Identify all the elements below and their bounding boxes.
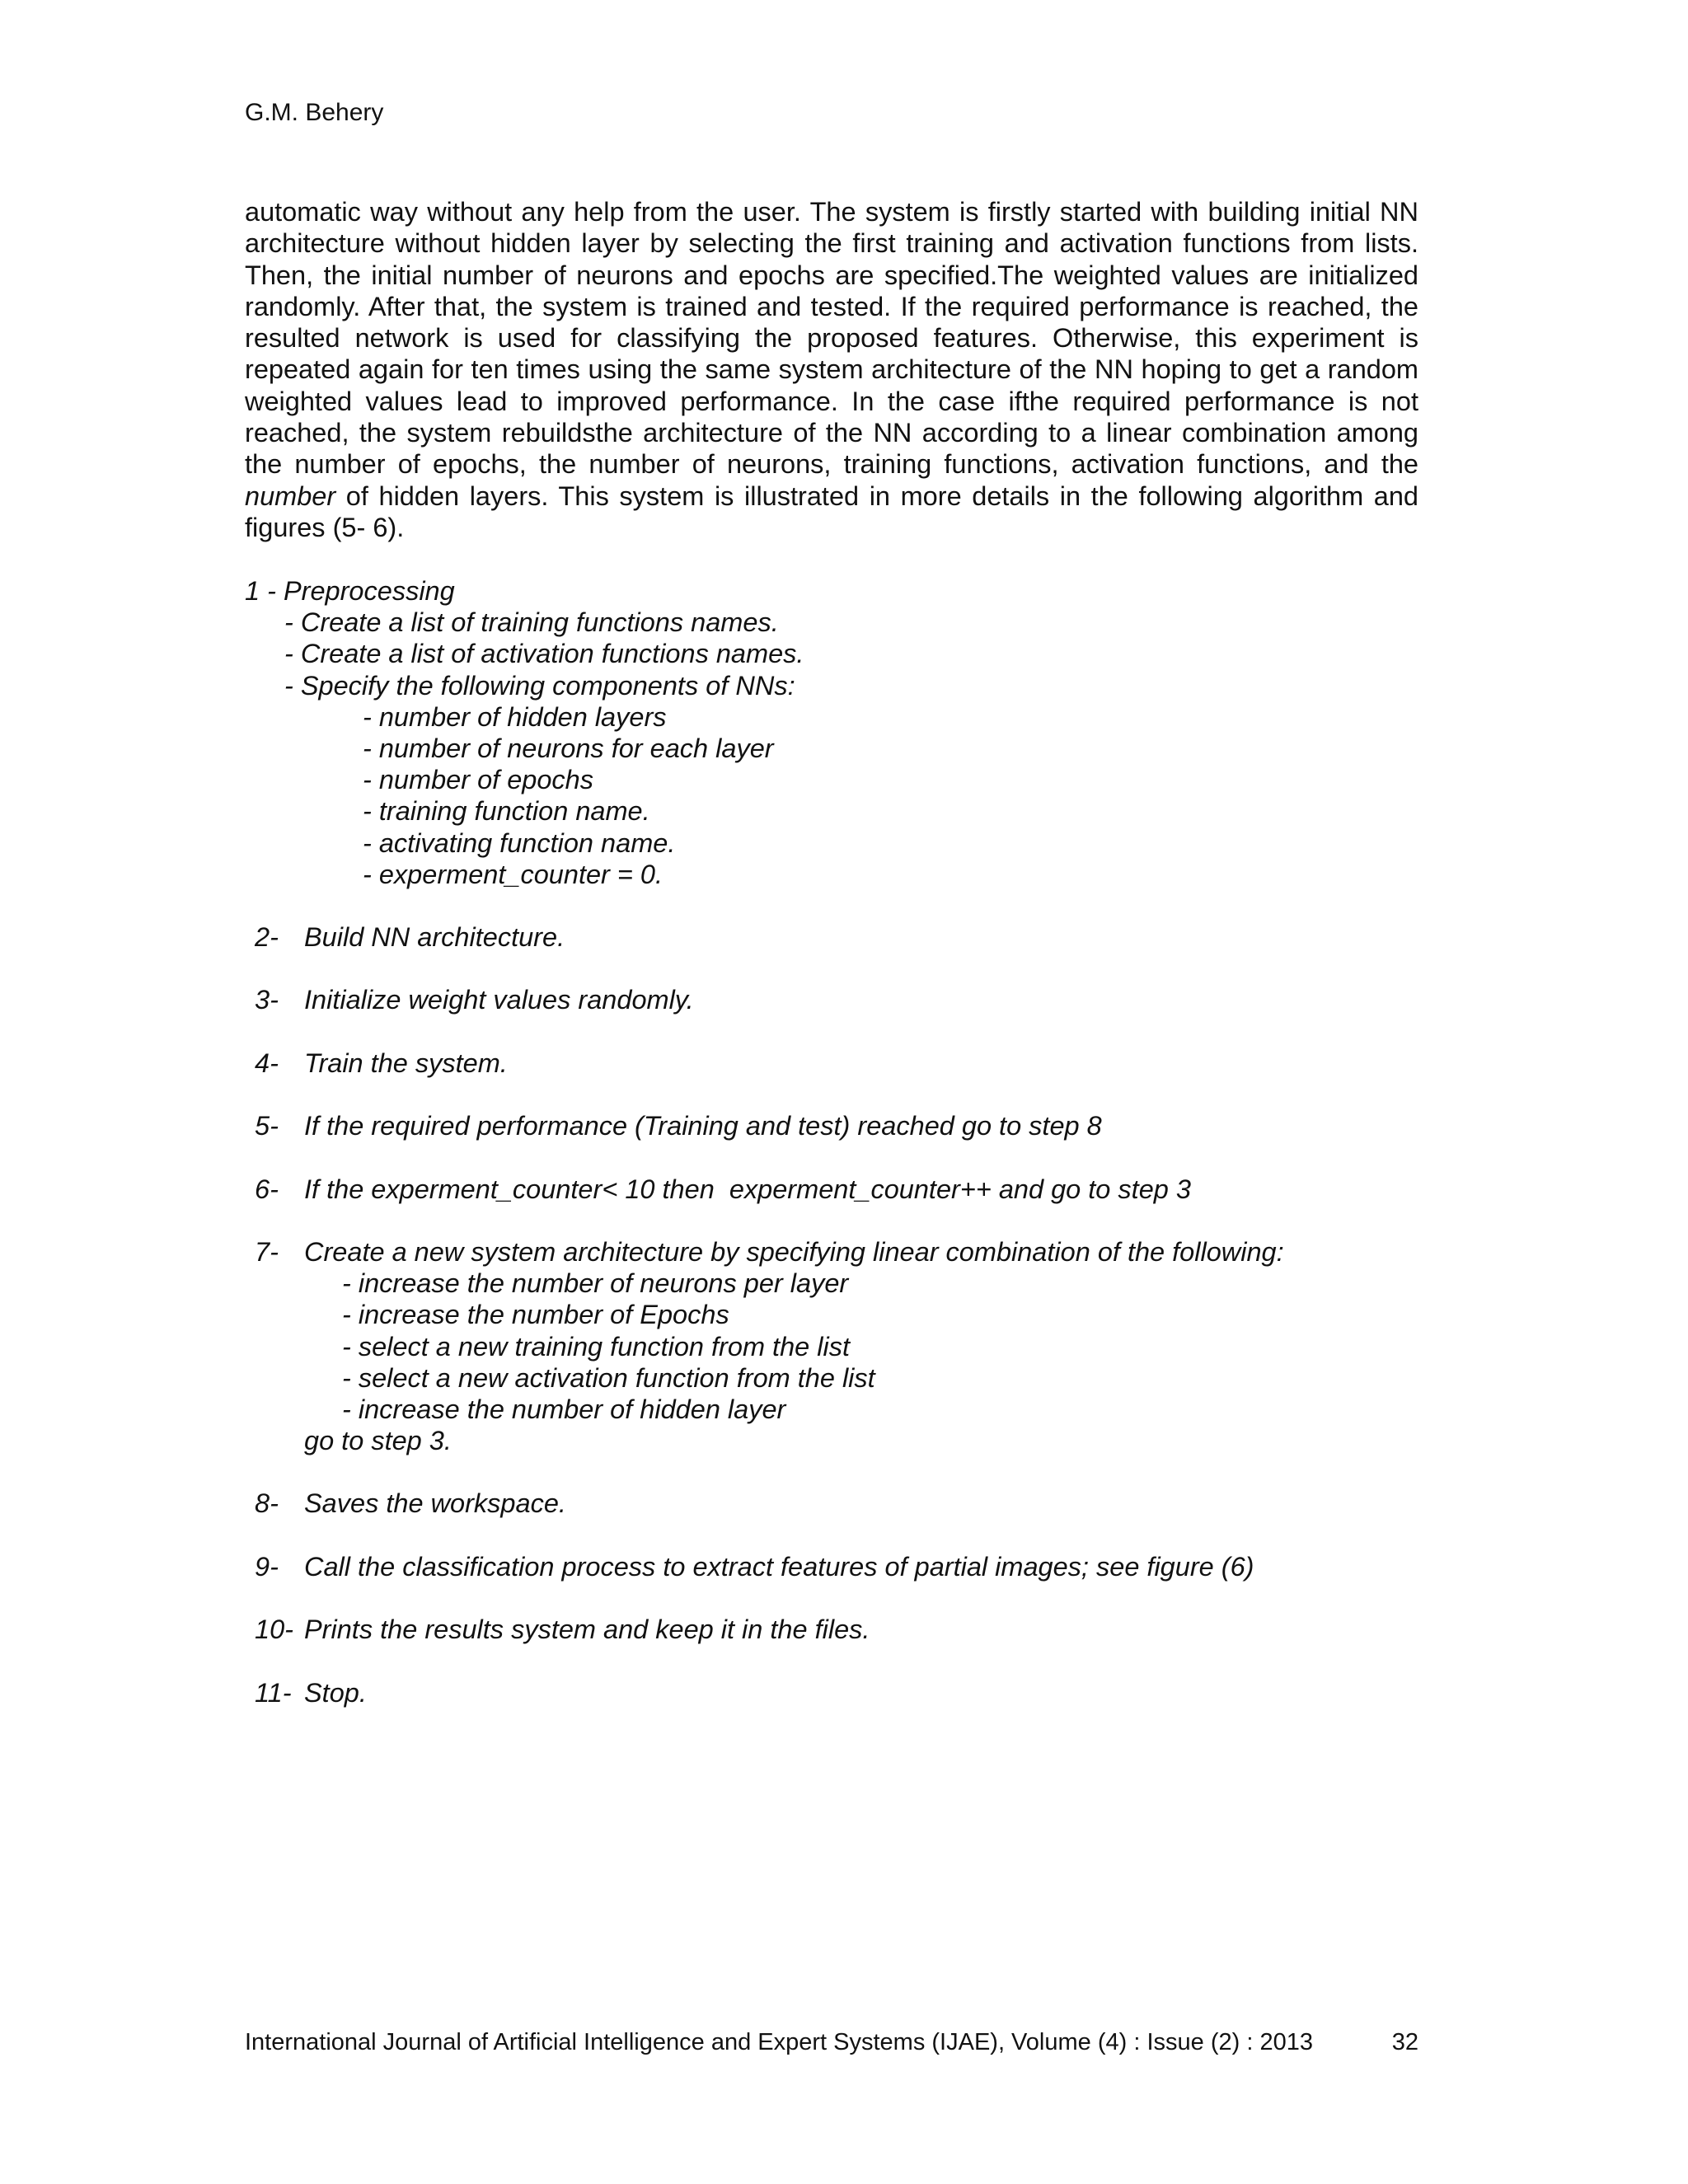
footer-journal-citation: International Journal of Artificial Intelligence and Expert Systems (IJAE), Volume (4) : Issue (2) : 2013 xyxy=(245,2029,1313,2055)
step-number: 11- xyxy=(255,1677,292,1708)
step1-component: - number of epochs xyxy=(363,765,594,795)
step-number: 6- xyxy=(255,1174,279,1204)
step1-component: - number of neurons for each layer xyxy=(363,733,774,763)
step7-item: - select a new activation function from the list xyxy=(342,1362,875,1393)
step-number: 5- xyxy=(255,1111,279,1141)
step7-item: - increase the number of Epochs xyxy=(342,1300,729,1330)
step-text: Prints the results system and keep it in the files. xyxy=(304,1615,870,1645)
step-text: Create a new system architecture by specifying linear combination of the following: xyxy=(304,1236,1284,1267)
algorithm-step xyxy=(245,1488,1481,1519)
algorithm-step xyxy=(245,984,1481,1015)
paragraph-italic-word: number xyxy=(245,480,336,511)
running-header-author: G.M. Behery xyxy=(245,99,384,126)
algorithm-step xyxy=(245,1236,1481,1268)
algorithm-step xyxy=(245,1174,1481,1205)
body-paragraph xyxy=(245,196,1418,543)
step1-component: - training function name. xyxy=(363,796,650,827)
step-number: 7- xyxy=(255,1236,279,1267)
step1-component: - activating function name. xyxy=(363,827,676,858)
paragraph-text-part1: automatic way without any help from the user. The system is firstly started with building initial NN architecture without hidden layer by selecting the first training and activation functions from lists. Then, the initial number of neurons and epochs are specified.The weighted values are initialized randomly. After that, the system is trained and tested. If the required performance is reached, the resulted network is used for classifying the proposed features. Otherwise, this experiment is repeated again for ten times using the same system architecture of the NN hoping to get a random weighted values lead to improved performance. In the case ifthe required performance is not reached, the system rebuildsthe architecture of the NN according to a linear combination among the number of epochs, the number of neurons, training functions, activation functions, and the xyxy=(245,197,1418,480)
algorithm-step xyxy=(245,1677,1481,1708)
step1-item: - Create a list of activation functions names. xyxy=(284,639,804,669)
step-text: Initialize weight values randomly. xyxy=(304,985,694,1015)
step7-item: - select a new training function from the list xyxy=(342,1331,850,1361)
step1-item: - Specify the following components of NNs: xyxy=(284,670,795,701)
algorithm-listing xyxy=(245,575,1481,1708)
algorithm-step xyxy=(245,1551,1481,1582)
step-number: 10- xyxy=(255,1615,293,1645)
step-number: 2- xyxy=(255,922,279,953)
step7-item: - increase the number of neurons per layer xyxy=(342,1268,849,1299)
step-number: 8- xyxy=(255,1488,279,1519)
page-footer xyxy=(245,2027,1418,2057)
step-number: 3- xyxy=(255,985,279,1015)
step-number: 4- xyxy=(255,1047,279,1078)
step-text: Build NN architecture. xyxy=(304,922,565,953)
algorithm-step xyxy=(245,1614,1481,1645)
step-text: Stop. xyxy=(304,1677,367,1708)
step-number: 9- xyxy=(255,1551,279,1582)
step-text: Call the classification process to extract features of partial images; see figure (6) xyxy=(304,1551,1254,1582)
algorithm-step xyxy=(245,1047,1481,1079)
page-number: 32 xyxy=(1391,2029,1418,2055)
step7-item: - increase the number of hidden layer xyxy=(342,1394,786,1424)
step7-goto: go to step 3. xyxy=(304,1426,452,1456)
step1-component: - experment_counter = 0. xyxy=(363,859,663,889)
paragraph-text-part2: of hidden layers. This system is illustrated in more details in the following algorithm and figures (5- 6). xyxy=(245,480,1418,542)
step-text: Train the system. xyxy=(304,1047,508,1078)
step1-item: - Create a list of training functions names. xyxy=(284,607,779,638)
step1-title: 1 - Preprocessing xyxy=(245,576,455,606)
step-text: If the required performance (Training and test) reached go to step 8 xyxy=(304,1111,1102,1141)
step-text: If the experment_counter< 10 then experment_counter++ and go to step 3 xyxy=(304,1174,1191,1204)
algorithm-step xyxy=(245,1110,1481,1141)
algorithm-step xyxy=(245,921,1481,953)
step-text: Saves the workspace. xyxy=(304,1488,566,1519)
step1-component: - number of hidden layers xyxy=(363,701,667,732)
